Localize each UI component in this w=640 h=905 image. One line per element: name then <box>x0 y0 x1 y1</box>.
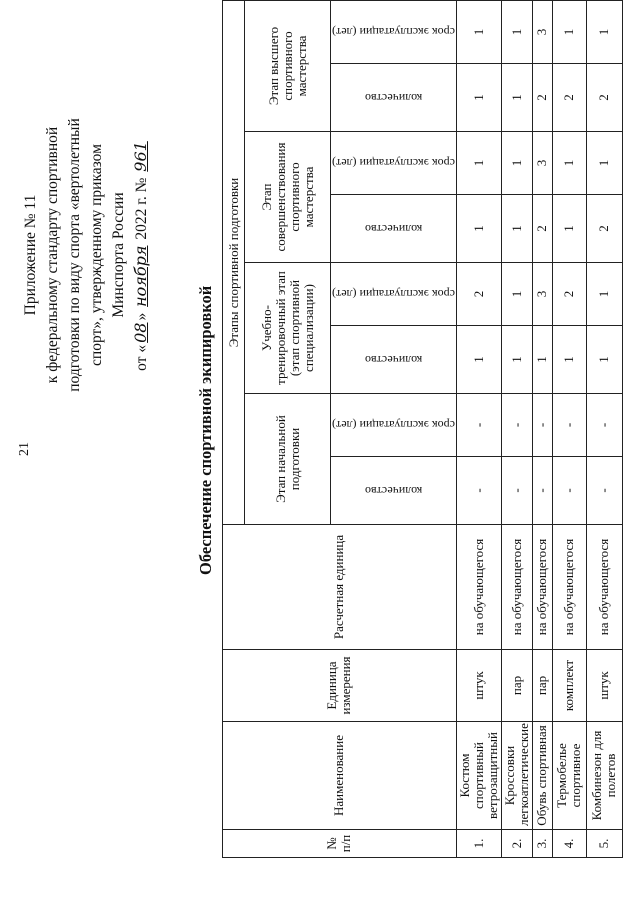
order-line <box>130 35 153 475</box>
cell-value: 2 <box>586 195 622 263</box>
header-stages-group: Этапы спортивной подготовки <box>223 0 245 524</box>
table-row <box>456 0 501 857</box>
cell-value: 1 <box>552 0 586 63</box>
order-prefix: от « <box>133 344 150 371</box>
cell-value: 1 <box>552 195 586 263</box>
table-row <box>532 0 552 857</box>
appendix-line: спорт», утвержденному приказом <box>88 144 105 366</box>
row-unit: комплект <box>552 650 586 722</box>
row-num: 3. <box>532 830 552 858</box>
cell-value: - <box>586 457 622 525</box>
row-name: Термобелье спортивное <box>552 722 586 830</box>
cell-value: 1 <box>501 263 532 326</box>
row-unit: пар <box>532 650 552 722</box>
handwritten-month: ноября <box>131 245 150 307</box>
order-mid: » <box>133 312 150 321</box>
cell-value: 3 <box>532 0 552 63</box>
header-stage-improvement: Этап совершенствования спортивного мастерства <box>245 132 331 263</box>
cell-value: 1 <box>552 326 586 394</box>
cell-value: - <box>552 394 586 457</box>
cell-value: 1 <box>586 326 622 394</box>
row-calc-unit: на обучающегося <box>501 525 532 650</box>
appendix-line: подготовки по виду спорта «вертолетный <box>66 118 83 392</box>
order-year: 2022 г. № <box>133 177 150 240</box>
cell-value: 2 <box>532 64 552 132</box>
cell-value: - <box>532 394 552 457</box>
cell-value: - <box>456 394 501 457</box>
header-period: срок эксплуатации (лет) <box>331 263 457 326</box>
handwritten-order-number: 961 <box>131 141 150 172</box>
cell-value: - <box>501 394 532 457</box>
row-unit: штук <box>456 650 501 722</box>
header-unit: Единица измерения <box>223 650 457 722</box>
header-qty: количество <box>331 195 457 263</box>
row-name: Комбинезон для полетов <box>586 722 622 830</box>
row-num: 1. <box>456 830 501 858</box>
appendix-number: Приложение № 11 <box>22 194 39 316</box>
cell-value: 1 <box>532 326 552 394</box>
header-period: срок эксплуатации (лет) <box>331 394 457 457</box>
equipment-table <box>222 0 623 858</box>
header-qty: количество <box>331 457 457 525</box>
appendix-header <box>20 35 153 475</box>
row-num: 4. <box>552 830 586 858</box>
row-calc-unit: на обучающегося <box>456 525 501 650</box>
header-stage-highest: Этап высшего спортивного мастерства <box>245 0 331 131</box>
cell-value: 1 <box>586 263 622 326</box>
cell-value: - <box>532 457 552 525</box>
header-num: № п/п <box>223 830 457 858</box>
cell-value: 1 <box>456 195 501 263</box>
cell-value: 1 <box>456 132 501 195</box>
cell-value: 3 <box>532 263 552 326</box>
row-num: 5. <box>586 830 622 858</box>
row-name: Костюм спортивный ветрозащитный <box>456 722 501 830</box>
cell-value: 1 <box>501 195 532 263</box>
cell-value: 1 <box>456 326 501 394</box>
header-qty: количество <box>331 64 457 132</box>
header-stage-initial: Этап начальной подготовки <box>245 394 331 525</box>
cell-value: 2 <box>532 195 552 263</box>
table-row <box>552 0 586 857</box>
header-calc-unit: Расчетная единица <box>223 525 457 650</box>
header-qty: количество <box>331 326 457 394</box>
handwritten-day: 08 <box>131 322 150 343</box>
cell-value: 1 <box>552 132 586 195</box>
cell-value: - <box>552 457 586 525</box>
row-unit: штук <box>586 650 622 722</box>
cell-value: 1 <box>501 326 532 394</box>
header-period: срок эксплуатации (лет) <box>331 132 457 195</box>
cell-value: 1 <box>501 64 532 132</box>
cell-value: - <box>586 394 622 457</box>
cell-value: - <box>501 457 532 525</box>
cell-value: 2 <box>552 263 586 326</box>
cell-value: 2 <box>586 64 622 132</box>
row-calc-unit: на обучающегося <box>552 525 586 650</box>
cell-value: 1 <box>456 64 501 132</box>
appendix-line: к федеральному стандарту спортивной <box>44 126 61 384</box>
page-number: 21 <box>17 442 32 456</box>
document-title: Обеспечение спортивной экипировкой <box>196 285 215 575</box>
header-period: срок эксплуатации (лет) <box>331 0 457 63</box>
appendix-line: Минспорта России <box>110 192 127 318</box>
row-calc-unit: на обучающегося <box>532 525 552 650</box>
header-name: Наименование <box>223 722 457 830</box>
cell-value: 2 <box>552 64 586 132</box>
row-name: Обувь спортивная <box>532 722 552 830</box>
row-unit: пар <box>501 650 532 722</box>
table-row <box>586 0 622 857</box>
row-calc-unit: на обучающегося <box>586 525 622 650</box>
row-name: Кроссовки легкоатлетические <box>501 722 532 830</box>
cell-value: - <box>456 457 501 525</box>
cell-value: 1 <box>501 0 532 63</box>
header-stage-training: Учебно-тренировочный этап (этап спортивной специализации) <box>245 263 331 394</box>
cell-value: 1 <box>501 132 532 195</box>
header-row-group <box>223 0 245 857</box>
cell-value: 1 <box>456 0 501 63</box>
cell-value: 2 <box>456 263 501 326</box>
row-num: 2. <box>501 830 532 858</box>
cell-value: 1 <box>586 0 622 63</box>
cell-value: 3 <box>532 132 552 195</box>
cell-value: 1 <box>586 132 622 195</box>
table-row <box>501 0 532 857</box>
